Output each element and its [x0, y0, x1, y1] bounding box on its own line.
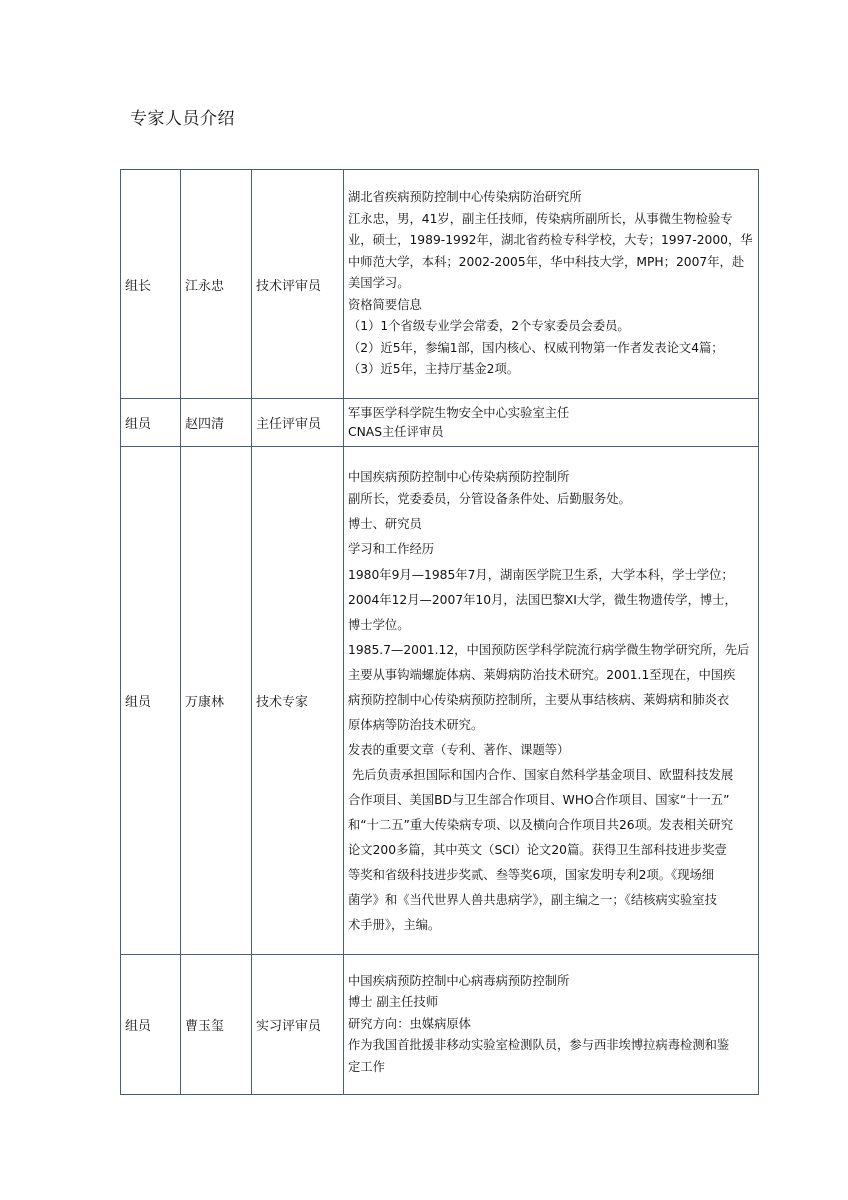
table-row: [121, 399, 759, 447]
description-line: 学习和工作经历: [348, 541, 435, 556]
role-cell: 组员: [121, 955, 181, 1095]
title-cell: 技术评审员: [252, 170, 344, 399]
description-line: 研究方向：虫媒病原体: [348, 1016, 471, 1031]
description-line: 先后负责承担国际和国内合作、国家自然科学基金项目、欧盟科技发展: [348, 768, 734, 782]
name-cell: 曹玉玺: [181, 955, 252, 1095]
description-line: 病预防控制中心传染病预防控制所，主要从事结核病、莱姆病和肺炎衣: [348, 693, 730, 707]
table-row: [121, 955, 759, 1095]
description-cell: [344, 170, 759, 399]
title-cell: 实习评审员: [252, 955, 344, 1095]
description-line: 江永忠，男，41岁，副主任技师，传染病所副所长，从事微生物检验专: [348, 211, 733, 226]
description-cell: [344, 955, 759, 1095]
description-line: （3）近5年，主持厅基金2项。: [348, 362, 520, 377]
title-cell: 主任评审员: [252, 399, 344, 447]
description-line: 定工作: [348, 1059, 385, 1074]
description-line: 菌学》和《当代世界人兽共患病学》，副主编之一；《结核病实验室技: [348, 893, 717, 907]
description-line: 作为我国首批援非移动实验室检测队员，参与西非埃博拉病毒检测和鉴: [348, 1038, 730, 1053]
description-line: 术手册》，主编。: [348, 918, 441, 932]
title-cell: 技术专家: [252, 447, 344, 955]
page-title: 专家人员介绍: [130, 109, 235, 129]
description-line: CNAS主任评审员: [348, 424, 444, 439]
description-line: 论文200多篇，其中英文（SCI）论文20篇。获得卫生部科技进步奖壹: [348, 843, 727, 857]
description-line: 博士 副主任技师: [348, 995, 438, 1010]
description-line: 发表的重要文章（专利、著作、课题等）: [348, 743, 570, 757]
role-cell: 组员: [121, 399, 181, 447]
description-line: 业，硕士，1989-1992年，湖北省药检专科学校，大专；1997-2000，华: [348, 233, 753, 248]
name-cell: 赵四清: [181, 399, 252, 447]
description-line: 主要从事钩端螺旋体病、莱姆病防治技术研究。2001.1至现在，中国疾: [348, 668, 736, 682]
description-line: 资格简要信息: [348, 297, 422, 312]
description-line: （2）近5年，参编1部，国内核心、权威刊物第一作者发表论文4篇；: [348, 340, 724, 355]
description-line: 军事医学科学院生物安全中心实验室主任: [348, 405, 570, 420]
table-row: [121, 170, 759, 399]
description-line: （1）1个省级专业学会常委，2个专家委员会委员。: [348, 319, 630, 334]
table-row: [121, 447, 759, 955]
description-line: 2004年12月—2007年10月，法国巴黎XI大学，微生物遗传学，博士，: [348, 593, 737, 607]
role-cell: 组长: [121, 170, 181, 399]
description-line: 湖北省疾病预防控制中心传染病防治研究所: [348, 190, 582, 205]
description-cell: [344, 399, 759, 447]
description-line: 合作项目、美国BD与卫生部合作项目、WHO合作项目、国家“十一五”: [348, 793, 730, 807]
description-cell: [344, 447, 759, 955]
description-line: 中师范大学，本科；2002-2005年，华中科技大学，MPH；2007年，赴: [348, 254, 745, 269]
name-cell: 江永忠: [181, 170, 252, 399]
description-line: 中国疾病预防控制中心传染病预防控制所: [348, 470, 570, 484]
description-line: 博士、研究员: [348, 517, 422, 531]
description-line: 副所长，党委委员，分管设备条件处、后勤服务处。: [348, 491, 631, 506]
description-line: 原体病等防治技术研究。: [348, 718, 484, 732]
name-cell: 万康林: [181, 447, 252, 955]
description-line: 中国疾病预防控制中心病毒病预防控制所: [348, 973, 570, 988]
description-line: 1985.7—2001.12，中国预防医学科学院流行病学微生物学研究所，先后: [348, 643, 750, 657]
description-line: 等奖和省级科技进步奖贰、叁等奖6项，国家发明专利2项。《现场细: [348, 868, 715, 882]
description-line: 博士学位。: [348, 618, 410, 632]
description-line: 和“十二五”重大传染病专项、以及横向合作项目共26项。发表相关研究: [348, 818, 733, 832]
experts-table: [120, 169, 759, 1095]
description-line: 美国学习。: [348, 276, 410, 291]
role-cell: 组员: [121, 447, 181, 955]
description-line: 1980年9月—1985年7月，湖南医学院卫生系，大学本科，学士学位；: [348, 568, 734, 582]
